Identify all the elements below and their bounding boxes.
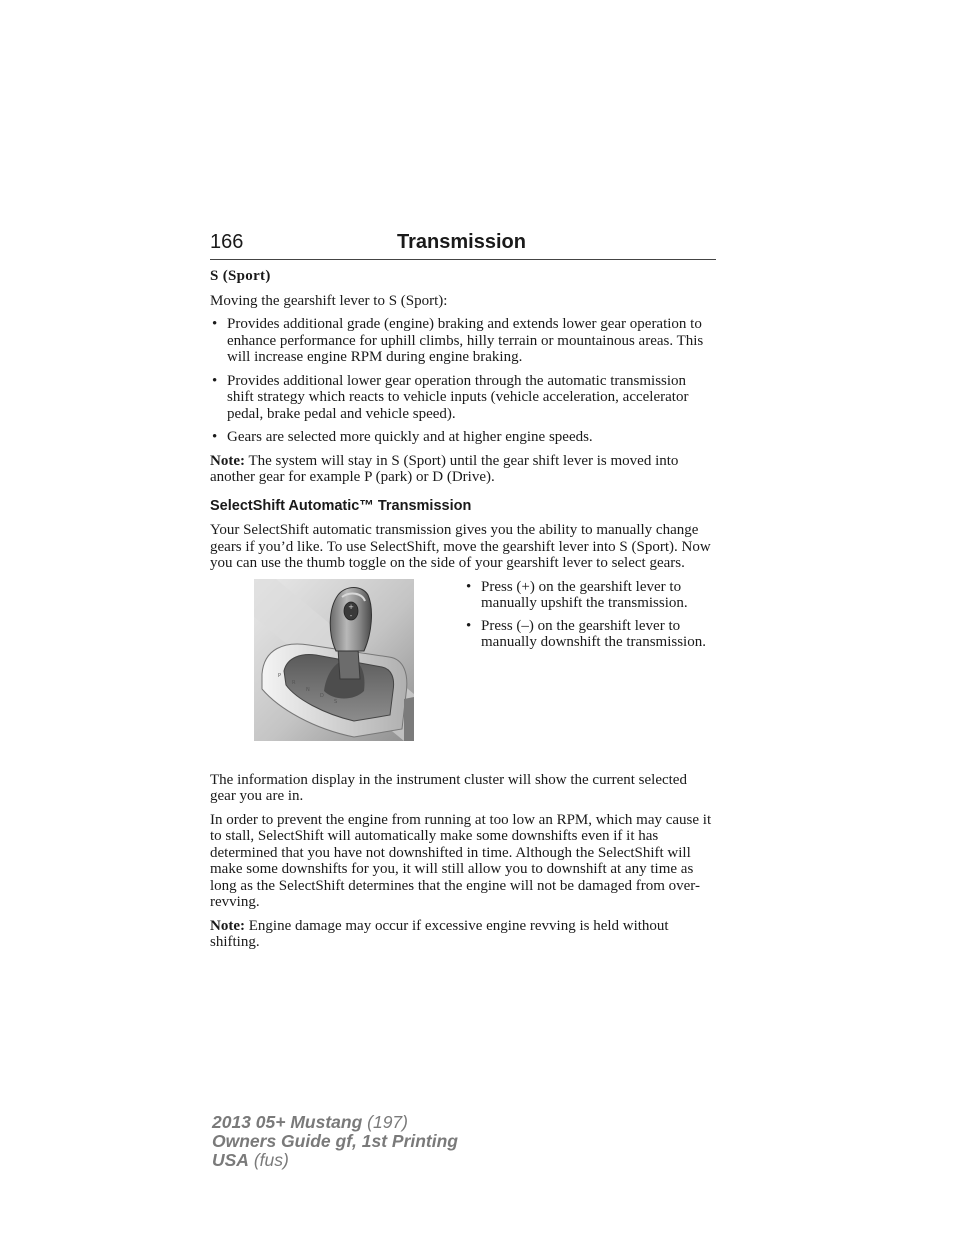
sport-heading: S (Sport) (210, 268, 271, 284)
gearshift-lever-illustration (254, 579, 414, 741)
list-item: • Press (–) on the gearshift lever to manually downshift the transmission. (464, 618, 716, 651)
footer-model-code: (197) (362, 1112, 408, 1132)
list-item: • Provides additional grade (engine) braking and extends lower gear operation to enhance performance for uphill climbs, hilly terrain or mountainous areas. This will increase engine RPM during engine braking. (210, 316, 716, 366)
footer-model-line (212, 1113, 458, 1132)
footer-region-line (212, 1151, 458, 1170)
svg-text:D: D (320, 692, 324, 699)
page-content (210, 268, 716, 958)
page-number: 166 (210, 231, 244, 253)
note-label: Note: (210, 452, 245, 469)
note-text: The system will stay in S (Sport) until the gear shift lever is moved into another gear for example P (park) or D (Drive). (210, 452, 679, 485)
footer-region: USA (212, 1150, 249, 1170)
figure-row (210, 579, 716, 761)
sport-note (210, 453, 716, 486)
svg-text:S: S (334, 698, 338, 705)
note-label: Note: (210, 917, 245, 934)
sport-bullet-list (210, 316, 716, 446)
page-header (210, 229, 716, 260)
page-title: Transmission (397, 231, 526, 253)
note-text: Engine damage may occur if excessive engine revving is held without shifting. (210, 917, 669, 950)
page-footer (212, 1113, 458, 1170)
list-item: • Press (+) on the gearshift lever to manually upshift the transmission. (464, 579, 716, 612)
selectshift-heading: SelectShift Automatic™ Transmission (210, 497, 472, 514)
svg-text:+: + (348, 602, 354, 611)
list-item: • Provides additional lower gear operation through the automatic transmission shift strategy which reacts to vehicle inputs (vehicle acceleration, accelerator pedal, brake pedal and vehicle speed). (210, 373, 716, 423)
svg-text:-: - (349, 611, 353, 620)
svg-text:R: R (292, 679, 296, 686)
svg-text:N: N (306, 686, 310, 693)
selectshift-intro: Your SelectShift automatic transmission gives you the ability to manually change gears if you’d like. To use SelectShift, move the gearshift lever into S (Sport). Now you can use the thumb toggle on the side of your gearshift lever to select gears. (210, 522, 711, 571)
footer-model: 2013 05+ Mustang (212, 1112, 363, 1132)
stall-paragraph: In order to prevent the engine from running at too low an RPM, which may cause it to stall, SelectShift will automatically make some downshifts even if it has determined that you have not downshifted in time. Although the SelectShift will make some downshifts for you, it will still allow you to downshift at any time as long as the SelectShift determines that the engine will not be damaged from over-revving. (210, 811, 712, 910)
sport-intro: Moving the gearshift lever to S (Sport): (210, 292, 448, 309)
footer-region-code: (fus) (248, 1150, 289, 1170)
display-paragraph: The information display in the instrument cluster will show the current selected gear you are in. (210, 771, 687, 804)
selectshift-note (210, 918, 716, 951)
footer-guide-line (212, 1132, 458, 1151)
svg-text:P: P (278, 672, 282, 679)
shift-bullet-list (464, 579, 716, 657)
list-item: • Gears are selected more quickly and at higher engine speeds. (210, 429, 716, 446)
footer-guide: Owners Guide gf, 1st Printing (212, 1131, 458, 1151)
